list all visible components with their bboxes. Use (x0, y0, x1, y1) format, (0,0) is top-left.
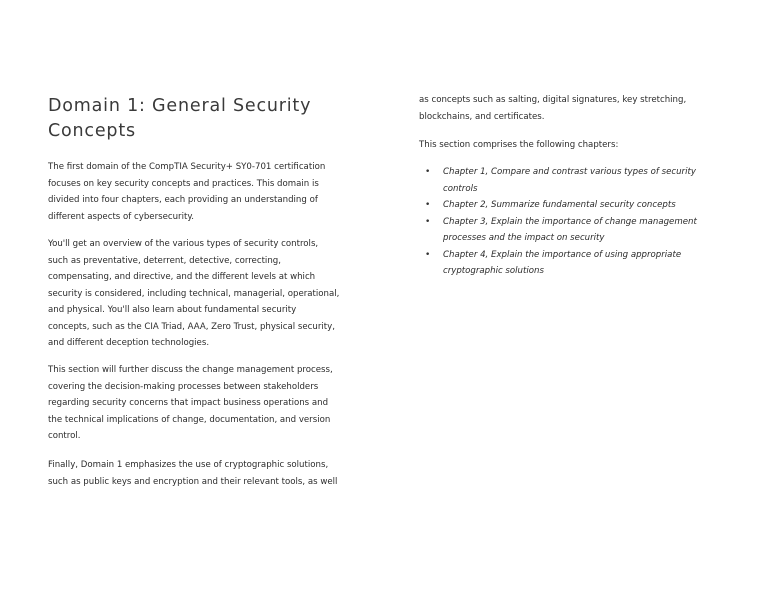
security-controls-paragraph: You'll get an overview of the various types of security controls, such as preventative, deterrent, detective, correcting, compensating, and directive, and the different levels at which security is considered, including technical, managerial, operational, and physical. You'll also learn about fundamental security concepts, such as the CIA Triad, AAA, Zero Trust, physical security, and different deception technologies. (48, 239, 340, 348)
bullet-icon: • (425, 200, 431, 210)
list-item (419, 164, 699, 197)
chapters-intro: This section comprises the following chapters: (419, 140, 619, 150)
page-title: Domain 1: General Security Concepts (48, 96, 312, 141)
bullet-icon: • (425, 167, 431, 177)
change-management-paragraph: This section will further discuss the change management process, covering the decision-making processes between stakeholders regarding security concerns that impact business operations and the technical implications of change, documentation, and version control. (48, 365, 333, 441)
chapter-3-title: Chapter 3, Explain the importance of change management processes and the impact on security (443, 216, 697, 243)
list-item (419, 214, 699, 247)
list-item (419, 197, 699, 214)
bullet-icon: • (425, 249, 431, 260)
bullet-icon: • (425, 216, 431, 227)
chapter-list (419, 164, 699, 280)
continuation-paragraph: as concepts such as salting, digital signatures, key stretching, blockchains, and certificates. (419, 95, 687, 122)
chapter-1-title: Chapter 1, Compare and contrast various types of security controls (443, 167, 696, 194)
chapter-2-title: Chapter 2, Summarize fundamental security concepts (443, 200, 676, 210)
intro-paragraph: The first domain of the CompTIA Security+ SY0-701 certification focuses on key security concepts and practices. This domain is divided into four chapters, each providing an understanding of different aspects of cybersecurity. (48, 162, 326, 222)
list-item (419, 247, 699, 280)
chapter-4-title: Chapter 4, Explain the importance of using appropriate cryptographic solutions (443, 249, 682, 276)
cryptography-paragraph: Finally, Domain 1 emphasizes the use of cryptographic solutions, such as public keys and encryption and their relevant tools, as well (48, 460, 338, 487)
